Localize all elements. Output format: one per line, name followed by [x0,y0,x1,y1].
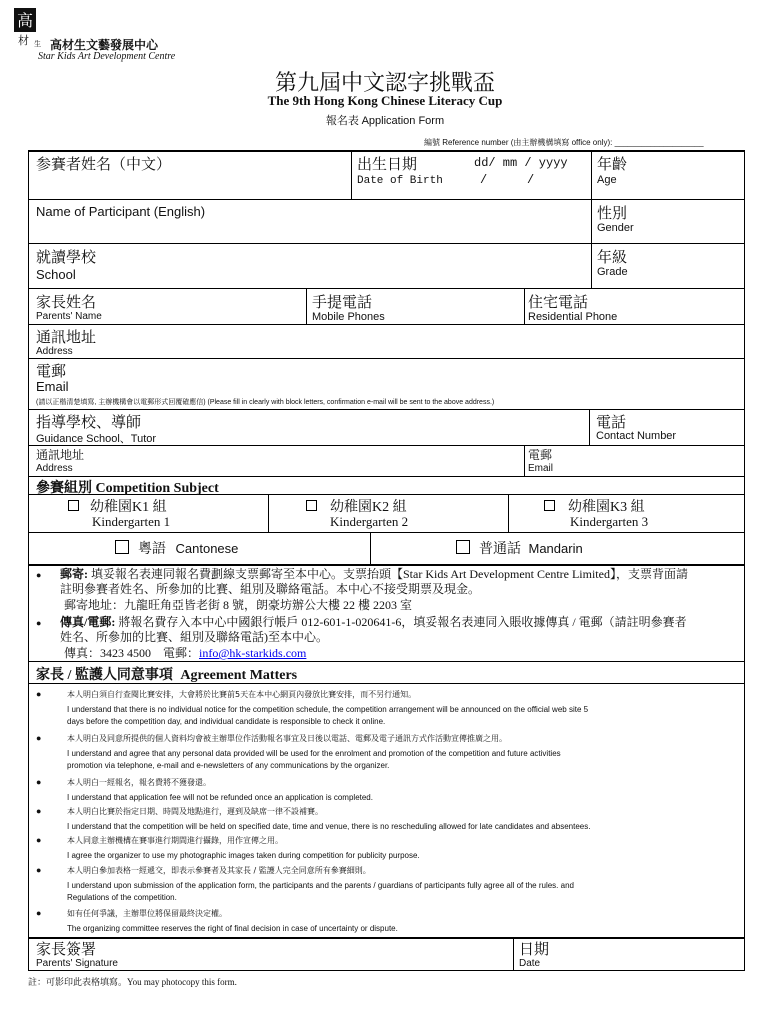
agreement-item-en-line: The organizing committee reserves the right of final decision in case of uncertainty or dispute. [67,924,398,933]
bullet-icon: ● [36,835,42,845]
row-divider [28,243,745,244]
k1-label-cn: 幼稚園K1 組 [90,500,167,515]
bullet-icon: ● [36,689,42,699]
parent-name-label-en: Parents' Name [36,311,102,322]
agreement-item-en [67,821,739,833]
bullet-icon: ● [36,777,42,787]
cantonese-label-en: Cantonese [175,541,239,556]
agreement-item-cn: 本人明白比賽於指定日期、時間及地點進行，遲到及缺席一律不設補賽。 [67,807,323,816]
fax-text-line2: 姓名、所參加的比賽、組別及聯絡電話)至本中心。 [60,630,328,644]
agreement-item-en-line: I understand and agree that any personal data provided will be used for the enrolment and promotion of the competition and future activities [67,749,561,758]
bullet-icon: ● [36,806,42,816]
tutor-label-en: Guidance School、Tutor [36,433,157,445]
agreement-item-en-line: I understand upon submission of the application form, the participants and the parents / guardians of participants fully agree all of the rules. and [67,881,574,890]
agreement-heading-cn: 家長 / 監護人同意事項 [36,668,173,683]
mandarin-label-cn: 普通話 [479,542,521,557]
email-label-cn: 電郵 [36,364,67,380]
participant-name-cn-label: 参賽者姓名（中文） [36,157,172,173]
col-divider [524,288,525,324]
dob-label-en: Date of Birth [357,175,443,187]
parent-name-label-cn: 家長姓名 [36,295,97,311]
tutor-email-label-en: Email [528,463,554,474]
row-divider [28,324,745,325]
mail-instructions [60,567,740,582]
svg-text:生: 生 [34,40,41,48]
competition-subject-heading [36,477,219,497]
reference-number: 編號 Reference number (由主辦機構填寫 office only): ____________________ [424,138,704,147]
participant-name-en-label: Name of Participant (English) [36,204,206,219]
grade-label-en: Grade [597,266,628,278]
col-divider [508,494,509,532]
cantonese-label-cn: 粵語 [138,542,166,557]
col-divider [513,938,514,971]
agreement-item-en [67,923,739,935]
col-divider [268,494,269,532]
k3-label-cn: 幼稚園K3 組 [568,500,645,515]
mail-text: 填妥報名表連同報名費劃線支票郵寄至本中心。支票抬頭【Star Kids Art Development Centre Limited】，支票背面請 [91,567,688,581]
mail-address: 郵寄地址：九龍旺角亞皆老街 8 號，朗豪坊辦公大樓 22 樓 2203 室 [64,598,413,612]
agreement-item-en-line: Regulations of the competition. [67,893,177,902]
mail-label: 郵寄: [60,567,88,581]
row-divider [28,199,745,200]
agreement-item-en [67,748,739,772]
school-label-en: School [36,267,76,282]
form-title-cn: 第九屆中文認字挑戰盃 [274,70,495,95]
form-subtitle-en: Application Form [361,115,445,127]
fax-contact [64,646,306,661]
bullet-icon: ● [36,618,42,628]
dob-label-cn: 出生日期 [357,157,418,173]
agreement-item-en-line: promotion via telephone, e-mail and e-newsletters of any communications by the organizer. [67,761,390,770]
cantonese-label [138,538,238,558]
fax-text: 將報名費存入本中心中國銀行帳戶 012-601-1-020641-6，填妥報名表連同入賬收據傳真 / 電郵（請註明參賽者 [118,615,687,629]
row-divider [28,288,745,289]
agreement-item-cn: 如有任何爭議，主辦單位將保留最終決定權。 [67,909,227,918]
tutor-address-label-cn: 通訊地址 [36,448,85,462]
agreement-item-en [67,880,739,904]
agreement-item-cn: 本人同意主辦機構在賽事進行期間進行攝錄，用作宣傳之用。 [67,836,283,845]
competition-subject-heading-cn: 參賽組別 [36,481,92,496]
signature-label-en: Parents' Signature [36,958,118,969]
address-label-en: Address [36,346,73,357]
k2-label-cn: 幼稚園K2 組 [330,500,407,515]
bullet-icon: ● [36,733,42,743]
logo-mark [12,6,40,48]
agreement-item-en-line: I agree the organizer to use my photographic images taken during competition for publicity purpose. [67,851,420,860]
row-divider [28,358,745,359]
col-divider [591,150,592,288]
agreement-item-en [67,850,739,862]
contact-label-cn: 電話 [596,415,627,431]
age-label-en: Age [597,174,617,186]
form-subtitle [0,112,770,128]
row-divider [28,532,745,533]
bullet-icon: ● [36,865,42,875]
org-name-en: Star Kids Art Development Centre [38,51,176,62]
col-divider [589,409,590,445]
org-name-cn: 高材生文藝發展中心 [50,38,159,52]
agreement-heading-en: Agreement Matters [180,668,298,683]
email-note: (請以正楷清楚填寫, 主辦機構會以電郵形式回覆確應信) (Please fill in clearly with block letters, confirmation e-mail will be sent to the above address.) [36,399,495,406]
k3-checkbox[interactable] [544,500,555,511]
tutor-label-cn: 指導學校、導師 [36,415,142,431]
agreement-item-en-line: I understand that there is no individual notice for the competition schedule, the competition arrangement will be announced on the official web site 5 [67,705,589,714]
competition-subject-heading-en: Competition Subject [95,481,219,496]
bullet-icon: ● [36,908,42,918]
mail-text-line2: 註明參賽者姓名、所參加的比賽、組別及聯絡電話。本中心不接受期票及現金。 [60,582,481,596]
grade-label-cn: 年級 [597,250,628,266]
signature-box [28,938,745,971]
agreement-item-en-line: I understand that application fee will not be refunded once an application is completed. [67,793,373,802]
table-top-border [28,150,745,152]
date-label-cn: 日期 [519,942,550,958]
dob-slash: / [480,173,488,187]
agreement-item-cn: 本人明白須自行查閱比賽安排，大會將於比賽前5天在本中心網頁內發放比賽安排，而不另行通知。 [67,690,417,699]
cantonese-checkbox[interactable] [115,540,129,554]
agreement-item-cn: 本人明白一經報名，報名費將不獲發還。 [67,778,211,787]
home-phone-label-en: Residential Phone [528,311,618,323]
k2-label-en: Kindergarten 2 [330,514,409,529]
mandarin-label [479,538,583,558]
tutor-email-label-cn: 電郵 [528,448,553,462]
k1-checkbox[interactable] [68,500,79,511]
mobile-label-cn: 手提電話 [312,295,373,311]
gender-label-en: Gender [597,222,634,234]
form-subtitle-cn: 報名表 [325,115,359,127]
fax-contact-text: 傳真：3423 4500 電郵： [64,646,200,660]
address-label-cn: 通訊地址 [36,330,97,346]
agreement-item-en [67,704,739,728]
svg-text:材: 材 [18,34,29,47]
fax-label: 傳真/電郵: [60,615,116,629]
tutor-address-label-en: Address [36,463,73,474]
table-left-border [28,150,29,564]
col-divider [524,445,525,476]
footer-note: 註：可影印此表格填寫。You may photocopy this form. [28,977,237,987]
gender-label-cn: 性別 [597,206,628,222]
signature-label-cn: 家長簽署 [36,942,97,958]
mobile-label-en: Mobile Phones [312,311,385,323]
agreement-item-cn: 本人明白參加表格一經遞交，即表示參賽者及其家長 / 監護人完全同意所有參賽細則。 [67,866,371,875]
agreement-item-en-line: days before the competition day, and individual candidate is responsible to check it online. [67,717,386,726]
col-divider [370,532,371,564]
svg-text:高: 高 [16,11,34,30]
dob-slash: / [527,173,535,187]
agreement-item-en-line: I understand that the competition will be held on specified date, time and venue, there is no rescheduling allowed for late candidates and absentees. [67,822,591,831]
col-divider [306,288,307,324]
mandarin-checkbox[interactable] [456,540,470,554]
k1-label-en: Kindergarten 1 [92,514,171,529]
contact-label-en: Contact Number [596,430,677,442]
dob-format: dd/ mm / yyyy [474,156,568,170]
row-divider [28,409,745,410]
table-right-border [744,150,745,564]
school-label-cn: 就讀學校 [36,250,97,266]
k3-label-en: Kindergarten 3 [570,514,649,529]
agreement-item-en [67,792,739,804]
k2-checkbox[interactable] [306,500,317,511]
fax-instructions [60,615,744,630]
email-link[interactable]: info@hk-starkids.com [199,646,307,660]
col-divider [351,150,352,199]
form-title-en: The 9th Hong Kong Chinese Literacy Cup [267,93,503,108]
home-phone-label-cn: 住宅電話 [528,295,589,311]
mandarin-label-en: Mandarin [528,541,583,556]
date-label-en: Date [519,958,541,969]
bullet-icon: ● [36,570,42,580]
agreement-item-cn: 本人明白及同意所提供的個人資料均會被主辦單位作活動報名事宜及日後以電話、電郵及電子通訊方式作活動宣傳推廣之用。 [67,734,507,743]
email-label-en: Email [36,379,69,394]
age-label-cn: 年齡 [597,157,628,173]
agreement-heading [36,664,297,684]
